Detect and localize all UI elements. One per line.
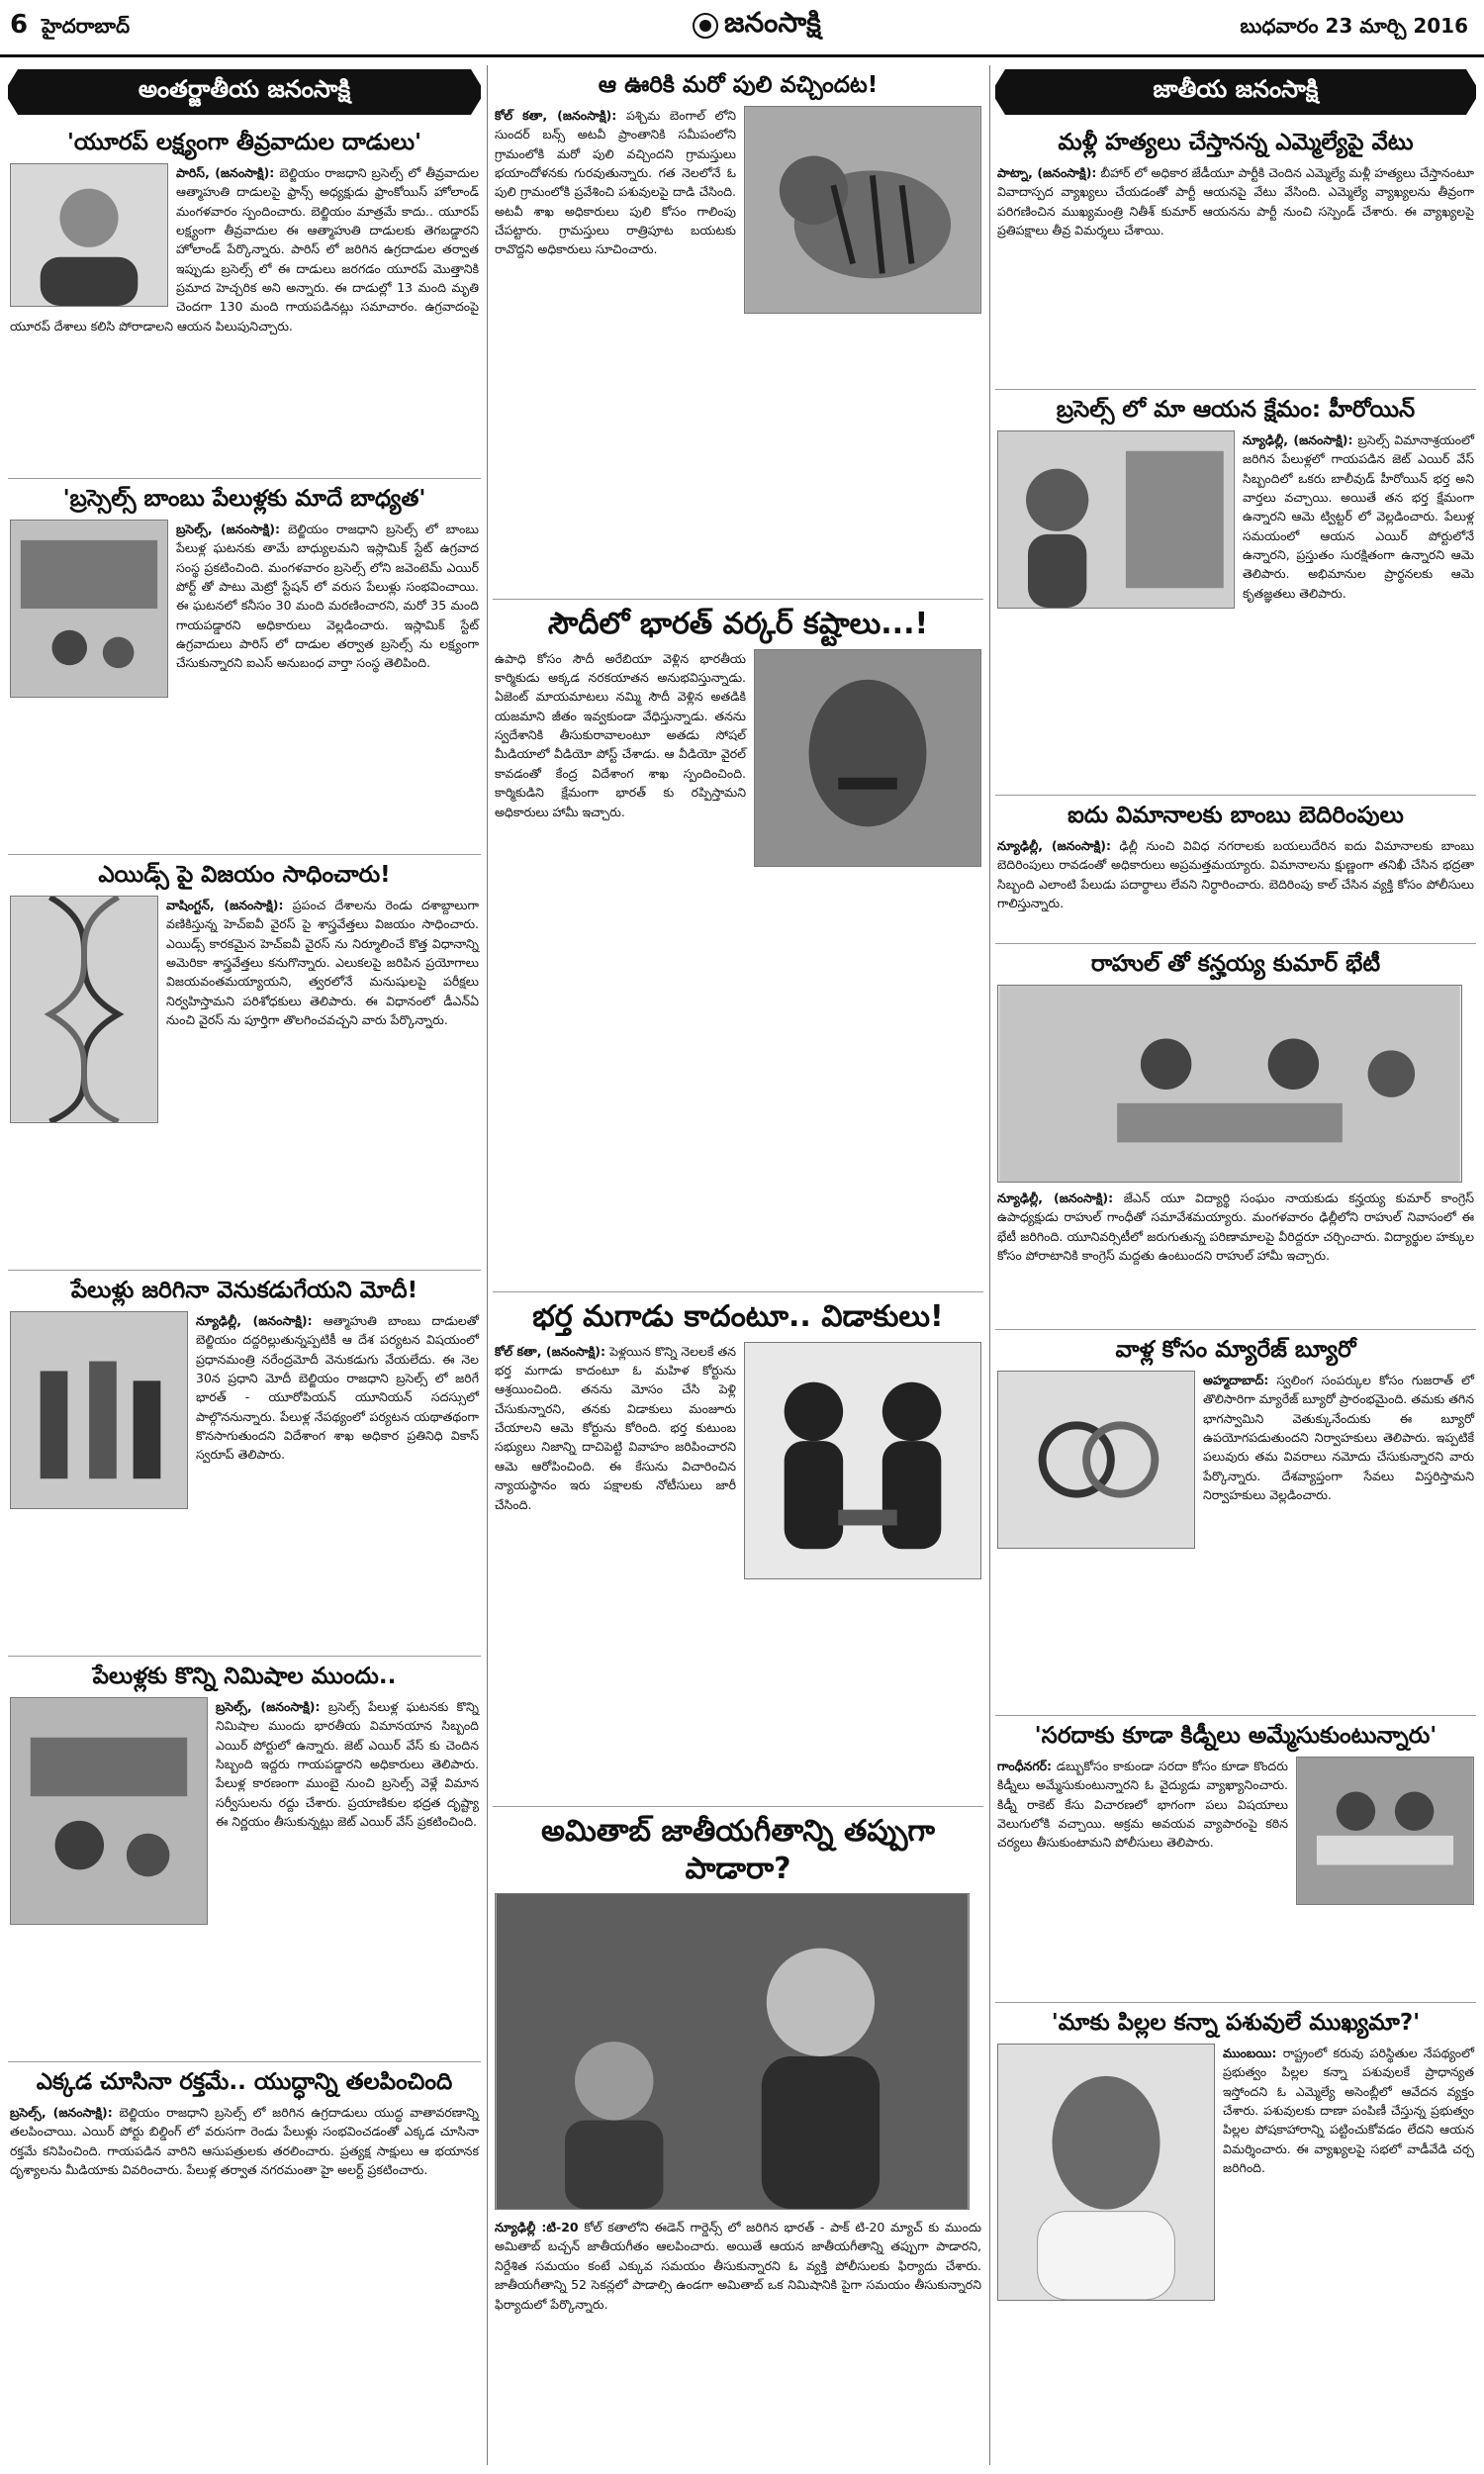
dateline: కోల్ కతా, (జనంసాక్షి):	[495, 107, 617, 123]
dateline: పారిస్, (జనంసాక్షి):	[176, 164, 275, 180]
story-text: బెల్జియం రాజధాని బ్రసెల్స్ లో జరిగిన ఉగ్రదాడులు యుద్ధ వాతావరణాన్ని తలపించాయి. ఎయిర్ పోర్టు బిల్డింగ్ లో వరుసగా రెండు పేలుళ్లు సంభవించడంతో ఎక్కడ చూసినా రక్తమే కనిపించింది. గాయపడిన వారిని ఆసుపత్రులకు తరలించారు. ప్రత్యక్ష సాక్షులు ఆ భయానక దృశ్యాలను మీడియాకు వివరించారు. పేలుళ్ల తర్వాత నగరమంతా హై అలర్ట్ ప్రకటించారు.	[10, 2104, 480, 2177]
dateline: న్యూఢిల్లీ, (జనంసాక్షి):	[196, 1312, 313, 1328]
headline: 'బ్రస్సెల్స్ బాంబు పేలుళ్లకు మాదే బాధ్యత'	[62, 486, 426, 512]
headline: పేలుళ్లకు కొన్ని నిమిషాల ముందు..	[92, 1664, 397, 1689]
dateline: గాంధీనగర్:	[997, 1758, 1053, 1773]
story-text: రాష్ట్రంలో కరువు పరిస్థితుల నేపథ్యంలో ప్రభుత్వం పిల్లల కన్నా పశువులకే ప్రాధాన్యత ఇస్తోందని ఓ ఎమ్మెల్యే అసెంబ్లీలో ఆవేదన వ్యక్తం చేశారు. పశువులకు దాణా పంపిణీ చేస్తున్న ప్రభుత్వం పిల్లల పోషకాహారాన్ని పట్టించుకోవడం లేదని ఆయన విమర్శించారు. ఈ వ్యాఖ్యలపై సభలో వాడీవేడి చర్చ జరిగింది.	[1223, 2045, 1474, 2175]
story-text: బెల్జియం రాజధాని బ్రసెల్స్ లో బాంబు పేలుళ్ల ఘటనకు తామే బాధ్యులమని ఇస్లామిక్ స్టేట్ ఉగ్రవాద సంస్థ ప్రకటించింది. మంగళవారం బ్రసెల్స్ లోని జవెంటెమ్ ఎయిర్ పోర్ట్ తో పాటు మెట్రో స్టేషన్ లో వరుస పేలుళ్లు సంభవించాయి. ఈ ఘటనలో కనీసం 30 మంది మరణించారని, మరో 35 మంది గాయపడ్డారని అధికారులు వెల్లడించారు. ఇస్లామిక్ స్టేట్ ఉగ్రవాదులు పారిస్ లో దాడుల తర్వాత బ్రసెల్స్ ను లక్ష్యంగా చేసుకున్నారని ఐఎస్ అనుబంధ వార్తా సంస్థ తెలిపింది.	[176, 521, 479, 671]
photo-surgery	[1296, 1757, 1474, 1905]
column-divider	[487, 65, 488, 2465]
headline: పేలుళ్లు జరిగినా వెనుకడుగేయని మోదీ!	[70, 1278, 418, 1303]
photo-tiger	[744, 106, 981, 314]
column-general	[493, 65, 983, 2465]
story-text: స్వలింగ సంపర్కుల కోసం గుజరాత్ లో తొలిసారిగా మ్యారేజ్ బ్యూరో ప్రారంభమైంది. తమకు తగిన భాగస్వామిని వెతుక్కునేందుకు ఈ బ్యూరో ఉపయోగపడుతుందని నిర్వాహకులు తెలిపారు. ఇప్పటికే పలువురు తమ వివరాలు నమోదు చేసుకున్నారని వారు పేర్కొన్నారు. దేశవ్యాప్తంగా సేవలు విస్తరిస్తామని నిర్వాహకులు వెల్లడించారు.	[1203, 1372, 1474, 1502]
photo-dna	[10, 896, 158, 1123]
story-text: బ్రసెల్స్ పేలుళ్ల ఘటనకు కొన్ని నిమిషాల ముందు భారతీయ విమానయాన సిబ్బంది ఎయిర్ పోర్టులో ఉన్నారు. జెట్ ఎయిర్ వేస్ కు చెందిన సిబ్బంది ఇద్దరు గాయపడ్డారని అధికారులు తెలిపారు. పేలుళ్ల కారణంగా ముంబై నుంచి బ్రసెల్స్ వెళ్లే విమాన సర్వీసులను రద్దు చేశారు. ప్రయాణికుల భద్రత దృష్ట్యా ఈ నిర్ణయం తీసుకున్నట్లు జెట్ ఎయిర్ వేస్ ప్రకటించింది.	[216, 1698, 479, 1829]
dateline: న్యూఢిల్లీ, (జనంసాక్షి):	[997, 837, 1111, 853]
photo-mla	[997, 2044, 1215, 2301]
story-text: బీహార్ లో అధికార జేడీయూ పార్టీకి చెందిన ఎమ్మెల్యే మళ్లీ హత్యలు చేస్తానంటూ వివాదాస్పద వ్యాఖ్యలు చేయడంతో పార్టీ ఆయనపై వేటు వేసింది. ఎమ్మెల్యే వ్యాఖ్యలను తీవ్రంగా పరిగణించిన ముఖ్యమంత్రి నితీశ్ కుమార్ ఆయనను పార్టీ నుంచి సస్పెండ్ చేశారు. ఈ వ్యాఖ్యలపై ప్రతిపక్షాలు తీవ్ర విమర్శలు చేశాయి.	[997, 164, 1474, 238]
story	[8, 1271, 481, 1657]
story-text: బెల్జియం రాజధాని బ్రసెల్స్ లో తీవ్రవాదుల ఆత్మాహుతి దాడులపై ఫ్రాన్స్ అధ్యక్షుడు ఫ్రాంకోయిస్ హోలాండ్ మంగళవారం స్పందించారు. బెల్జియం మాత్రమే కాదు.. యూరప్ లక్ష్యంగా తీవ్రవాదుల ఈ ఆత్మాహుతి దాడులకు తెగబడ్డారని హోలాండ్ పేర్కొన్నారు. పారిస్ లో జరిగిన ఉగ్రదాడుల తర్వాత ఇప్పుడు బ్రసెల్స్ లో ఈ దాడులు జరగడం యూరప్ మొత్తానికి ప్రమాద హెచ్చరిక అని అన్నారు. ఈ దాడుల్లో 13 మంది మృతి చెందగా 130 మంది గాయపడినట్లు సమాచారం. ఉగ్రవాదంపై యూరప్ దేశాలు కలిసి పోరాడాలని ఆయన పిలుపునిచ్చారు.	[10, 164, 479, 333]
headline: ఐదు విమానాలకు బాంబు బెదిరింపులు	[1067, 803, 1404, 828]
photo-heroine	[997, 430, 1235, 609]
headline: మళ్లీ హత్యలు చేస్తానన్న ఎమ్మెల్యేపై వేటు	[1058, 130, 1414, 155]
dateline: న్యూఢిల్లీ :టి-20	[495, 2220, 579, 2235]
dateline: బ్రసెల్స్, (జనంసాక్షి):	[216, 1698, 321, 1714]
story	[8, 855, 481, 1271]
story	[995, 390, 1476, 796]
headline: అమితాబ్ జాతీయగీతాన్ని తప్పుగా పాడారా?	[540, 1814, 936, 1886]
story-text: జేఎన్ యూ విద్యార్థి సంఘం నాయకుడు కన్హయ్య కుమార్ కాంగ్రెస్ ఉపాధ్యక్షుడు రాహుల్ గాంధీతో సమావేశమయ్యారు. మంగళవారం ఢిల్లీలోని రాహుల్ నివాసంలో ఈ భేటీ జరిగింది. యూనివర్సిటీలో జరుగుతున్న పరిణామాలపై వీరిద్దరూ చర్చించారు. విద్యార్థుల హక్కుల కోసం పోరాటానికి కాంగ్రెస్ మద్దతు ఉంటుందని రాహుల్ హామీ ఇచ్చారు.	[997, 1189, 1474, 1263]
photo-worker	[754, 649, 981, 867]
dateline: ముంబయి:	[1223, 2045, 1277, 2060]
paper-name: జనంసాక్షి	[724, 6, 821, 39]
story-text: ఢిల్లీ నుంచి వివిధ నగరాలకు బయలుదేరిన ఐదు విమానాలకు బాంబు బెదిరింపులు రావడంతో అధికారులు అప్రమత్తమయ్యారు. విమానాలను క్షుణ్ణంగా తనిఖీ చేసిన భద్రతా సిబ్బంది ఎలాంటి పేలుడు పదార్థాలు లేవని నిర్ధారించారు. బెదిరింపు కాల్ చేసిన వ్యక్తి కోసం పోలీసులు గాలిస్తున్నారు.	[997, 837, 1475, 910]
dateline: కోల్ కతా, (జనంసాక్షి):	[495, 1343, 605, 1359]
story	[8, 123, 481, 479]
dateline: బ్రసెల్స్, (జనంసాక్షి):	[10, 2104, 113, 2120]
headline: భర్త మగాడు కాదంటూ.. విడాకులు!	[532, 1299, 944, 1334]
page-number: 6	[10, 10, 29, 40]
section-banner-national: జాతీయ జనంసాక్షి	[1005, 69, 1466, 115]
story-text: పెళ్లయిన కొన్ని నెలలకే తన భర్త మగాడు కాదంటూ ఓ మహిళ కోర్టును ఆశ్రయించింది. తనను మోసం చేసి పెళ్లి చేసుకున్నారని, తనకు విడాకులు మంజూరు చేయాలని ఆమె కోర్టును కోరింది. భర్త కుటుంబ సభ్యులు నిజాన్ని దాచిపెట్టి వివాహం జరిపించారని ఆమె ఆరోపించింది. ఈ కేసును విచారించిన న్యాయస్థానం ఇరు పక్షాలకు నోటీసులు జారీ చేసింది.	[495, 1343, 736, 1512]
story	[995, 1330, 1476, 1716]
issue-date: బుధవారం 23 మార్చి 2016	[1240, 14, 1468, 38]
story	[995, 123, 1476, 390]
photo-couple-silhouette	[744, 1342, 981, 1579]
story	[493, 65, 983, 600]
headline: 'సరదాకు కూడా కిడ్నీలు అమ్మేసుకుంటున్నారు'	[1034, 1723, 1438, 1749]
dateline: న్యూఢిల్లీ, (జనంసాక్షి):	[997, 1189, 1114, 1205]
story	[493, 1292, 983, 1807]
story	[8, 1657, 481, 2062]
photo-singer	[495, 1893, 970, 2210]
story	[995, 2003, 1476, 2419]
story-text: ఆత్మాహుతి బాంబు దాడులతో బెల్జియం దద్దరిల్లుతున్నప్పటికీ ఆ దేశ పర్యటన విషయంలో ప్రధానమంత్రి నరేంద్రమోదీ వెనుకడుగు వేయలేదు. ఈ నెల 30న ప్రధాని మోదీ బెల్జియం రాజధాని బ్రసెల్స్ లో జరిగే భారత్ - యూరోపియన్ యూనియన్ సదస్సులో పాల్గొననున్నారు. పేలుళ్ల నేపథ్యంలో పర్యటన యథాతథంగా కొనసాగుతుందని విదేశాంగ శాఖ అధికార ప్రతినిధి వికాస్ స్వరూప్ తెలిపారు.	[196, 1312, 479, 1463]
dateline: బ్రసెల్స్, (జనంసాక్షి):	[176, 521, 281, 536]
headline: ఎక్కడ చూసినా రక్తమే.. యుద్ధాన్ని తలపించింది	[36, 2069, 453, 2095]
column-divider	[989, 65, 990, 2465]
column-national	[995, 65, 1476, 2465]
headline: సౌదీలో భారత్ వర్కర్ కష్టాలు...!	[547, 607, 929, 641]
story	[8, 2062, 481, 2419]
logo-icon	[693, 13, 718, 39]
story-text: పశ్చిమ బెంగాల్ లోని సుందర్ బన్స్ అటవీ ప్రాంతానికి సమీపంలోని గ్రామంలోకి మరో పులి వచ్చిందని గ్రామస్తులు భయాందోళనకు గురవుతున్నారు. గత నెలలోనే ఓ పులి గ్రామంలోకి ప్రవేశించి పశువులపై దాడి చేసింది. అటవీ శాఖ అధికారులు పులి కోసం గాలింపు చేపట్టారు. గ్రామస్తులు రాత్రిపూట బయటకు రావొద్దని అధికారులు సూచించారు.	[495, 107, 736, 257]
story-text: ప్రపంచ దేశాలను రెండు దశాబ్దాలుగా వణికిస్తున్న హెచ్ఐవీ వైరస్ పై శాస్త్రవేత్తలు విజయం సాధించారు. ఎయిడ్స్ కారకమైన హెచ్ఐవీ వైరస్ ను నిర్మూలించే కొత్త విధానాన్ని అమెరికా శాస్త్రవేత్తలు కనుగొన్నారు. ఎలుకలపై జరిపిన ప్రయోగాలు విజయవంతమయ్యాయని, త్వరలోనే మనుషులపై పరీక్షలు నిర్వహిస్తామని పరిశోధకులు తెలిపారు. ఈ విధానంలో డీఎన్ఏ నుంచి వైరస్ ను పూర్తిగా తొలగించవచ్చని వారు పేర్కొన్నారు.	[166, 897, 479, 1027]
headline: 'యూరప్ లక్ష్యంగా తీవ్రవాదుల దాడులు'	[66, 130, 422, 155]
story	[8, 479, 481, 855]
story	[995, 944, 1476, 1330]
story-text: ఉపాధి కోసం సౌదీ అరేబియా వెళ్లిన భారతీయ కార్మికుడు అక్కడ నరకయాతన అనుభవిస్తున్నాడు. ఏజెంట్ మాయమాటలు నమ్మి సౌదీ వెళ్లిన అతడికి యజమాని జీతం ఇవ్వకుండా వేధిస్తున్నాడు. తనను స్వదేశానికి తీసుకురావాలంటూ అతడు సోషల్ మీడియాలో వీడియో పోస్ట్ చేశాడు. ఆ వీడియో వైరల్ కావడంతో కేంద్ర విదేశాంగ శాఖ స్పందించింది. కార్మికుడిని క్షేమంగా భారత్ కు రప్పిస్తామని అధికారులు హామీ ఇచ్చారు.	[495, 650, 746, 819]
story	[493, 1807, 983, 2440]
photo-blast-site	[10, 520, 168, 698]
story	[995, 1716, 1476, 2003]
headline: వాళ్ల కోసం మ్యారేజ్ బ్యూరో	[1115, 1337, 1356, 1363]
headline: బ్రసెల్స్ లో మా ఆయన క్షేమం: హీరోయిన్	[1056, 397, 1416, 423]
paper-logo	[693, 6, 821, 46]
story-text: బ్రసెల్స్ విమానాశ్రయంలో జరిగిన పేలుళ్లలో గాయపడిన జెట్ ఎయిర్ వేస్ సిబ్బందిలో ఒకరు బాలీవుడ్ హీరోయిన్ భర్త అని వార్తలు వచ్చాయి. అయితే తన భర్త క్షేమంగా ఉన్నారని ఆమె ట్విట్టర్ లో వెల్లడించారు. పేలుళ్ల సమయంలో ఆయన ఎయిర్ పోర్టులోనే ఉన్నారని, ప్రస్తుతం సురక్షితంగా ఉన్నారని ఆమె తెలిపారు. అభిమానుల ప్రార్థనలకు ఆమె కృతజ్ఞతలు తెలిపారు.	[1243, 431, 1474, 601]
dateline: పాట్నా, (జనంసాక్షి):	[997, 164, 1097, 180]
headline: ఎయిడ్స్ పై విజయం సాధించారు!	[98, 862, 391, 888]
story	[995, 796, 1476, 944]
photo-rings	[997, 1371, 1195, 1549]
section-banner-international: అంతర్జాతీయ జనంసాక్షి	[18, 69, 471, 115]
story-text: డబ్బుకోసం కాకుండా సరదా కోసం కూడా కొందరు కిడ్నీలు అమ్మేసుకుంటున్నారని ఓ వైద్యుడు వ్యాఖ్యానించారు. కిడ్నీ రాకెట్ కేసు విచారణలో భాగంగా పలు విషయాలు వెలుగులోకి వచ్చాయి. అక్రమ అవయవ వ్యాపారంపై కఠిన చర్యలు తీసుకుంటామని పోలీసులు తెలిపారు.	[997, 1758, 1288, 1851]
column-international	[8, 65, 481, 2465]
dateline: వాషింగ్టన్, (జనంసాక్షి):	[166, 897, 284, 912]
dateline: అహ్మదాబాద్:	[1203, 1372, 1269, 1387]
dateline: న్యూఢిల్లీ, (జనంసాక్షి):	[1243, 431, 1353, 447]
headline: రాహుల్ తో కన్హయ్య కుమార్ భేటీ	[1090, 951, 1381, 977]
photo-injured	[10, 1697, 208, 1925]
masthead	[0, 0, 1484, 57]
headline: ఆ ఊరికి మరో పులి వచ్చిందట!	[598, 72, 879, 98]
story-text: కోల్ కతాలోని ఈడెన్ గార్డెన్స్ లో జరిగిన భారత్ - పాక్ టి-20 మ్యాచ్ కు ముందు అమితాబ్ బచ్చన్ జాతీయగీతం ఆలపించారు. అయితే ఆయన జాతీయగీతాన్ని తప్పుగా పాడారని, నిర్దేశిత సమయం కంటే ఎక్కువ సమయం తీసుకున్నారని ఓ వ్యక్తి పోలీసులకు ఫిర్యాదు చేశారు. జాతీయగీతాన్ని 52 సెకన్లలో పాడాల్సి ఉండగా అమితాబ్ ఒక నిమిషానికి పైగా సమయం తీసుకున్నారని ఫిర్యాదులో పేర్కొన్నారు.	[495, 2220, 981, 2312]
photo-evacuation	[10, 1311, 188, 1509]
headline: 'మాకు పిల్లల కన్నా పశువులే ముఖ్యమా?'	[1051, 2010, 1421, 2036]
photo-portrait	[10, 163, 168, 307]
story	[493, 600, 983, 1292]
photo-meeting	[997, 985, 1462, 1183]
edition-city: హైదరాబాద్	[42, 14, 131, 38]
